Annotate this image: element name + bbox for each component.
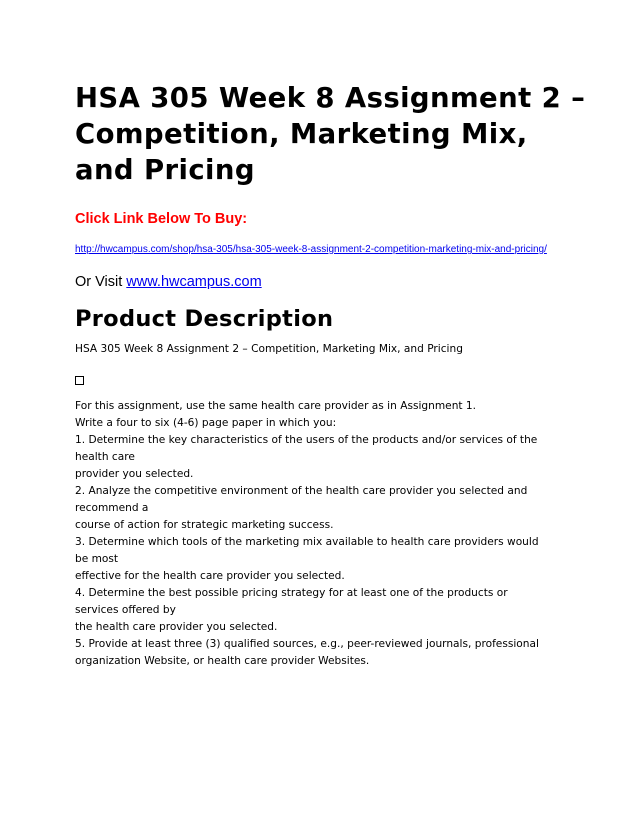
body-line: organization Website, or health care provider Websites. [75,655,370,667]
section-heading: Product Description [75,306,334,332]
checkbox-glyph [75,376,84,385]
body-line: 1. Determine the key characteristics of the users of the products and/or services of the [75,434,538,446]
visit-line [75,273,575,291]
product-name: HSA 305 Week 8 Assignment 2 – Competition, Marketing Mix, and Pricing [75,343,463,355]
visit-prefix: Or Visit [75,274,127,290]
body-line: 4. Determine the best possible pricing strategy for at least one of the products or [75,587,508,599]
document-content [75,80,586,670]
body-line: 2. Analyze the competitive environment of the health care provider you selected and [75,485,528,497]
body-line: health care [75,451,135,463]
body-line: the health care provider you selected. [75,621,278,633]
body-line: course of action for strategic marketing success. [75,519,334,531]
buy-link[interactable]: http://hwcampus.com/shop/hsa-305/hsa-305-week-8-assignment-2-competition-marketing-mix-and-pricing/ [75,244,547,255]
body-line: 5. Provide at least three (3) qualified sources, e.g., peer-reviewed journals, professional [75,638,539,650]
buy-label: Click Link Below To Buy: [75,211,248,227]
body-line: 3. Determine which tools of the marketing mix available to health care providers would [75,536,539,548]
body-line: services offered by [75,604,176,616]
body-line: For this assignment, use the same health care provider as in Assignment 1. [75,400,477,412]
body-line: be most [75,553,119,565]
body-line: effective for the health care provider you selected. [75,570,345,582]
page-title: HSA 305 Week 8 Assignment 2 – Competition, Marketing Mix, and Pricing [75,82,586,186]
visit-link[interactable]: www.hwcampus.com [126,274,262,290]
body-line: Write a four to six (4-6) page paper in which you: [75,417,337,429]
body-line: recommend a [75,502,149,514]
body-line: provider you selected. [75,468,194,480]
description-body [75,398,575,670]
